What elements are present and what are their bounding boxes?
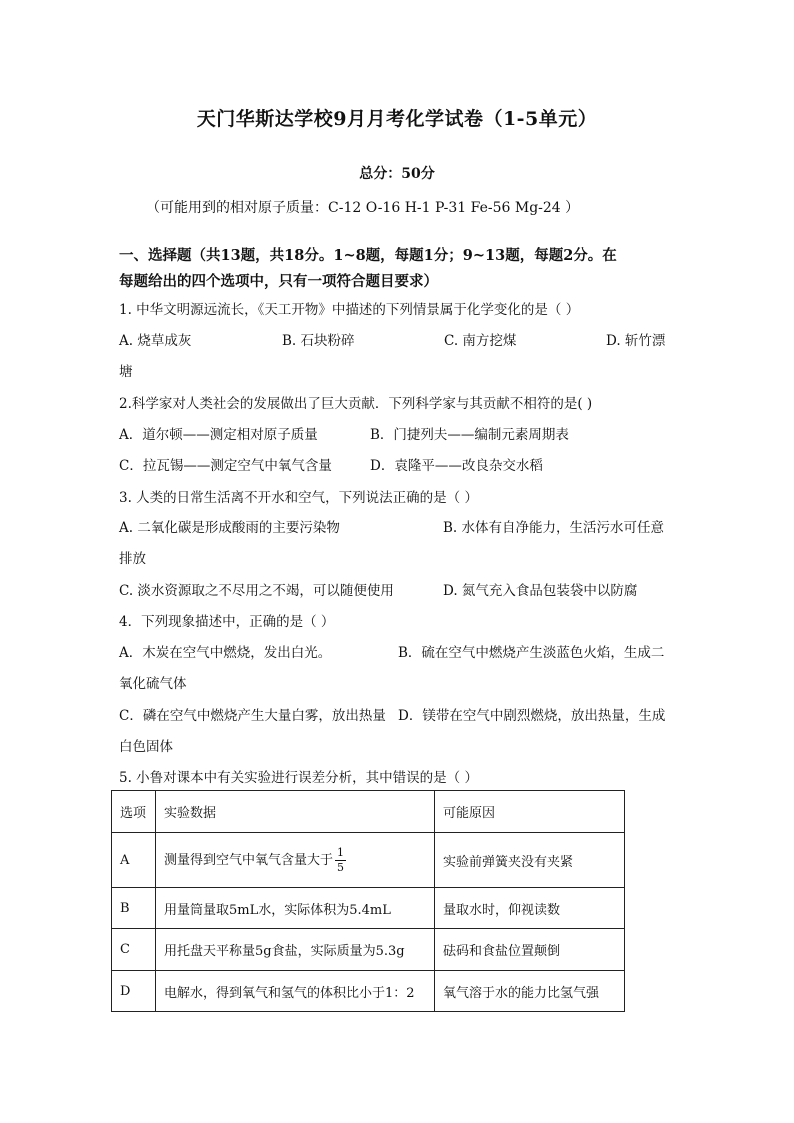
question-2-option-b: B．门捷列夫——编制元素周期表 xyxy=(370,427,569,443)
question-5-stem: 5. 小鲁对课本中有关实验进行误差分析，其中错误的是（ ） xyxy=(119,770,478,786)
table-cell-reason: 氧气溶于水的能力比氢气强 xyxy=(435,971,625,1012)
table-header-row xyxy=(112,791,625,833)
fraction xyxy=(335,846,346,875)
fraction-numerator: 1 xyxy=(337,845,345,859)
question-3-stem: 3. 人类的日常生活离不开水和空气，下列说法正确的是（ ） xyxy=(119,490,478,506)
table-cell-option: B xyxy=(112,888,156,929)
fraction-denominator: 5 xyxy=(337,860,345,874)
question-4-stem: 4．下列现象描述中，正确的是（ ） xyxy=(119,614,335,630)
question-3-option-a: A. 二氧化碳是形成酸雨的主要污染物 xyxy=(119,520,340,536)
table-row xyxy=(112,971,625,1012)
question-4-option-c: C．磷在空气中燃烧产生大量白雾，放出热量 xyxy=(119,708,386,724)
question-1-option-c: C. 南方挖煤 xyxy=(444,333,517,349)
table-cell-option: C xyxy=(112,929,156,971)
table-row xyxy=(112,888,625,929)
table-row xyxy=(112,833,625,888)
table-cell-option: A xyxy=(112,833,156,888)
question-2-option-a: A．道尔顿——测定相对原子质量 xyxy=(119,427,318,443)
question-1-option-d: D. 斩竹漂 xyxy=(606,333,666,349)
question-2-stem: 2.科学家对人类社会的发展做出了巨大贡献．下列科学家与其贡献不相符的是( ) xyxy=(119,396,593,412)
question-4-option-d-continued: 白色固体 xyxy=(119,739,173,755)
table-cell-reason: 量取水时，仰视读数 xyxy=(435,888,625,929)
question-2-option-d: D．袁隆平——改良杂交水稻 xyxy=(370,458,543,474)
question-4-option-a: A．木炭在空气中燃烧，发出白光。 xyxy=(119,645,332,661)
total-score: 总分：50分 xyxy=(359,166,435,182)
question-1-option-b: B. 石块粉碎 xyxy=(282,333,355,349)
table-row xyxy=(112,929,625,971)
question-2-option-c: C．拉瓦锡——测定空气中氧气含量 xyxy=(119,458,332,474)
table-cell-reason: 实验前弹簧夹没有夹紧 xyxy=(435,833,625,888)
error-analysis-table xyxy=(111,790,625,1012)
question-4-option-d: D．镁带在空气中剧烈燃烧，放出热量，生成 xyxy=(398,708,666,724)
question-3-option-b-continued: 排放 xyxy=(119,551,146,567)
question-3-option-c: C. 淡水资源取之不尽用之不竭，可以随便使用 xyxy=(119,583,394,599)
question-4-option-b-continued: 氧化硫气体 xyxy=(119,676,187,692)
question-3-option-b: B. 水体有自净能力，生活污水可任意 xyxy=(443,520,665,536)
table-header-cell: 实验数据 xyxy=(156,791,435,833)
table-cell-data: 用量筒量取5mL水，实际体积为5.4mL xyxy=(156,888,435,929)
table-cell-reason: 砝码和食盐位置颠倒 xyxy=(435,929,625,971)
table-cell-data: 电解水，得到氧气和氢气的体积比小于1：2 xyxy=(156,971,435,1012)
table-cell-data-text: 测量得到空气中氧气含量大于 xyxy=(164,852,334,868)
section-heading-line-2: 每题给出的四个选项中，只有一项符合题目要求） xyxy=(119,273,438,290)
question-3-option-d: D. 氮气充入食品包装袋中以防腐 xyxy=(443,583,638,599)
table-cell-option: D xyxy=(112,971,156,1012)
question-1-stem: 1. 中华文明源远流长，《天工开物》中描述的下列情景属于化学变化的是（ ） xyxy=(119,302,580,318)
question-4-option-b: B．硫在空气中燃烧产生淡蓝色火焰，生成二 xyxy=(398,645,665,661)
exam-title: 天门华斯达学校9月月考化学试卷（1-5单元） xyxy=(196,108,598,130)
question-1-option-d-continued: 塘 xyxy=(119,364,133,380)
table-cell-data: 用托盘天平称量5g食盐，实际质量为5.3g xyxy=(156,929,435,971)
table-cell-data xyxy=(156,833,435,888)
table-header-cell: 可能原因 xyxy=(435,791,625,833)
question-1-option-a: A. 烧草成灰 xyxy=(119,333,192,349)
table-header-cell: 选项 xyxy=(112,791,156,833)
atomic-masses-note: （可能用到的相对原子质量：C-12 O-16 H-1 P-31 Fe-56 Mg-24 ） xyxy=(146,200,580,216)
section-heading-line-1: 一、选择题（共13题，共18分。1~8题，每题1分；9~13题，每题2分。在 xyxy=(119,247,617,264)
